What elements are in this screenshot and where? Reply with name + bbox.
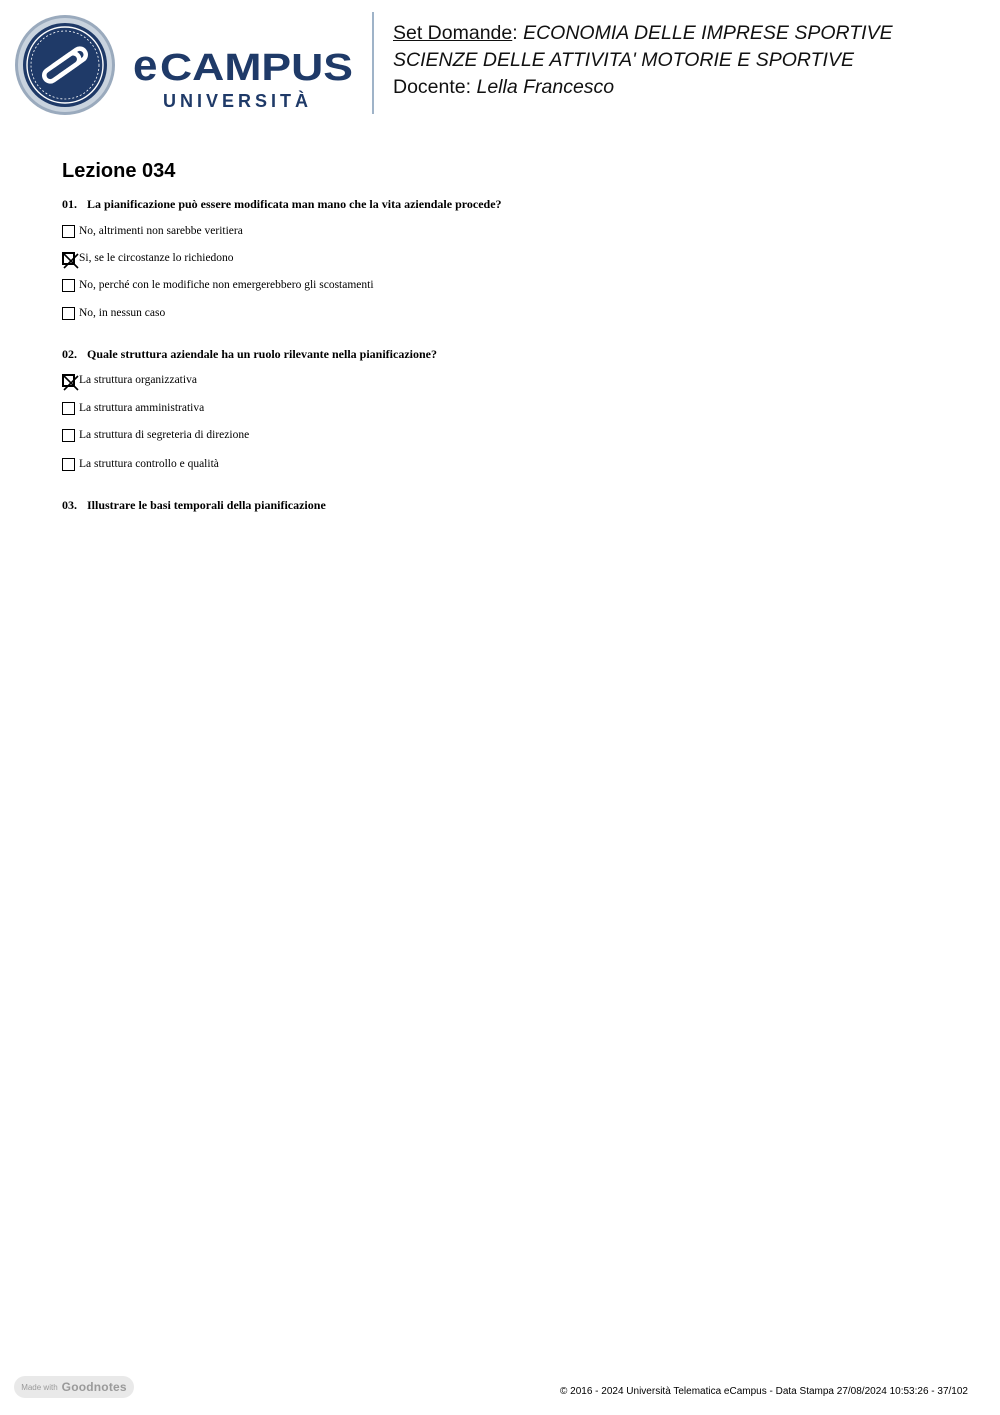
answer-option[interactable] [62,223,243,239]
docente-line [393,74,983,101]
option-label: No, perché con le modifiche non emergerebbero gli scostamenti [79,279,374,291]
page-footer: © 2016 - 2024 Università Telematica eCampus - Data Stampa 27/08/2024 10:53:26 - 37/102 [560,1386,968,1397]
question-text: Illustrare le basi temporali della pianificazione [87,498,326,512]
header-info [393,20,983,101]
made-with-label: Made with [21,1382,58,1392]
course-name: SCIENZE DELLE ATTIVITA' MOTORIE E SPORTIVE [393,49,854,71]
question-02 [62,347,437,362]
check-mark-icon [63,253,80,270]
docente-label: Docente: [393,76,472,98]
option-label: Si, se le circostanze lo richiedono [79,252,234,264]
svg-text:CAMPUS: CAMPUS [160,47,353,89]
question-text: Quale struttura aziendale ha un ruolo rilevante nella pianificazione? [87,347,437,361]
docente-name: Lella Francesco [476,76,615,98]
checkbox[interactable] [62,279,75,292]
checkbox[interactable] [62,307,75,320]
option-label: La struttura organizzativa [79,374,197,386]
option-label: No, in nessun caso [79,307,166,319]
check-mark-icon [63,375,80,392]
question-number: 01. [62,197,77,211]
checkbox[interactable] [62,374,75,387]
svg-text:UNIVERSITÀ: UNIVERSITÀ [163,91,313,111]
ecampus-seal-logo [14,14,116,116]
set-label: Set Domande [393,22,513,44]
checkbox[interactable] [62,225,75,238]
svg-text:e: e [133,41,158,90]
question-number: 03. [62,498,77,512]
question-01 [62,197,502,212]
question-number: 02. [62,347,77,361]
answer-option[interactable] [62,400,204,416]
option-label: La struttura controllo e qualità [79,458,219,470]
option-label: No, altrimenti non sarebbe veritiera [79,225,243,237]
set-line [393,20,983,47]
question-text: La pianificazione può essere modificata man mano che la vita aziendale procede? [87,197,502,211]
checkbox[interactable] [62,402,75,415]
lesson-title: Lezione 034 [62,160,176,182]
ecampus-wordmark [133,40,355,112]
answer-option[interactable] [62,372,197,388]
checkbox[interactable] [62,429,75,442]
answer-option[interactable] [62,427,249,443]
answer-option[interactable] [62,456,219,472]
option-label: La struttura amministrativa [79,402,205,414]
set-separator: : [512,22,518,44]
checkbox[interactable] [62,458,75,471]
header-divider [372,12,374,114]
goodnotes-brand: Goodnotes [61,1380,127,1394]
question-03 [62,498,326,513]
answer-option[interactable] [62,305,165,321]
option-label: La struttura di segreteria di direzione [79,429,250,441]
answer-option[interactable] [62,250,234,266]
document-header [0,0,1000,130]
checkbox[interactable] [62,252,75,265]
answer-option[interactable] [62,277,374,293]
set-title: ECONOMIA DELLE IMPRESE SPORTIVE [523,22,893,44]
goodnotes-watermark [14,1376,134,1398]
